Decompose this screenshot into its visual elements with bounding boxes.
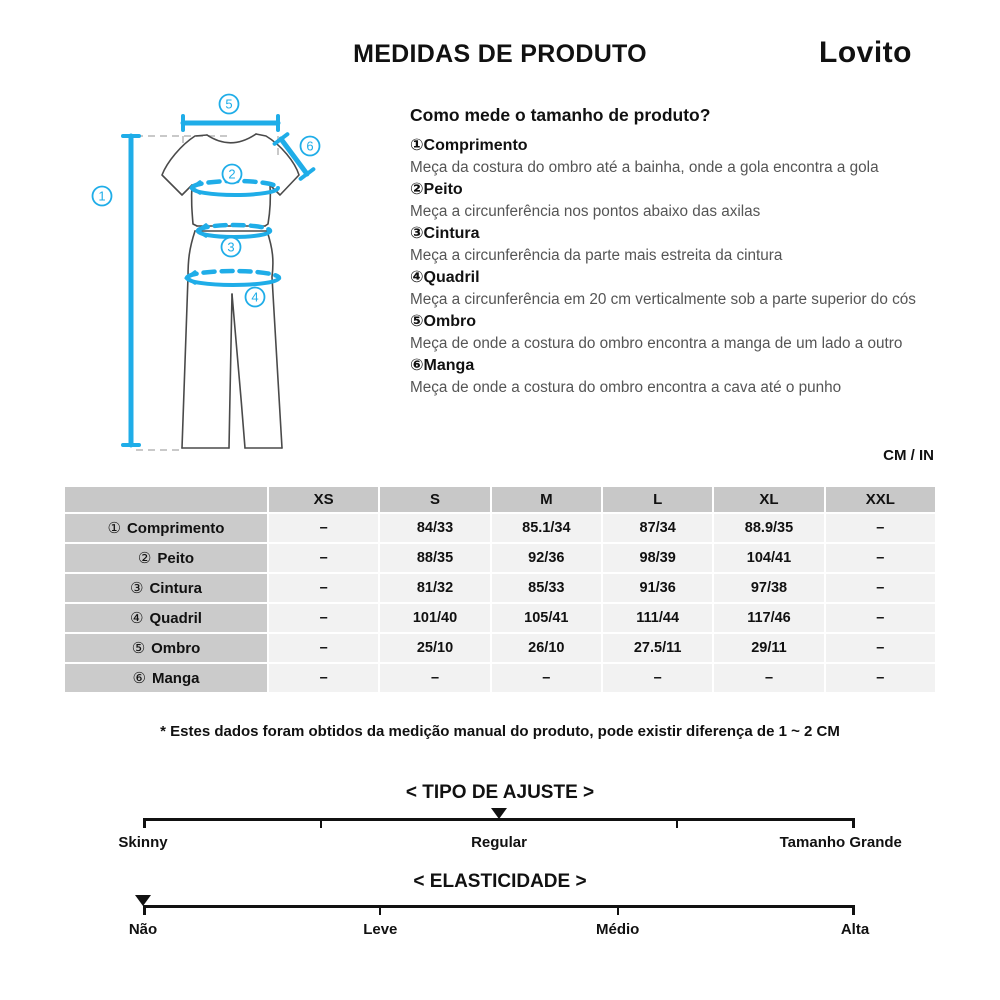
item-label: Cintura: [423, 225, 480, 242]
table-row: [65, 574, 935, 602]
page-title: MEDIDAS DE PRODUTO: [353, 40, 647, 68]
row-label: ③ Cintura: [65, 574, 267, 602]
row-label: ④ Quadril: [65, 604, 267, 632]
item-number: ②: [410, 181, 424, 198]
guide-item-peito: [410, 179, 934, 223]
item-description: Meça a circunferência em 20 cm verticalmente sob a parte superior do cós: [410, 291, 916, 308]
table-row: [65, 544, 935, 572]
scale-tick: [676, 818, 678, 828]
cell-value: 97/38: [714, 574, 823, 602]
cell-value: 25/10: [380, 634, 489, 662]
item-number: ①: [410, 137, 424, 154]
guide-item-manga: [410, 355, 934, 399]
cell-value: –: [269, 634, 378, 662]
col-header-m: M: [492, 487, 601, 512]
cell-value: 104/41: [714, 544, 823, 572]
scale-label: Skinny: [118, 834, 168, 851]
col-header-xxl: XXL: [826, 487, 935, 512]
item-description: Meça da costura do ombro até a bainha, onde a gola encontra a gola: [410, 159, 879, 176]
cell-value: 91/36: [603, 574, 712, 602]
callout-badges: [93, 95, 320, 307]
cell-value: –: [826, 664, 935, 692]
item-description: Meça a circunferência nos pontos abaixo das axilas: [410, 203, 761, 220]
row-label: ② Peito: [65, 544, 267, 572]
scale-tick: [379, 905, 381, 915]
scale-label: Regular: [471, 834, 527, 851]
item-label: Quadril: [423, 269, 480, 286]
cell-value: 27.5/11: [603, 634, 712, 662]
item-number: ⑤: [410, 313, 424, 330]
cell-value: –: [826, 544, 935, 572]
scale-marker-triangle-icon: [135, 895, 151, 906]
scale-label: Alta: [840, 921, 870, 938]
cell-value: –: [826, 574, 935, 602]
guide-item-quadril: [410, 267, 934, 311]
measure-guide: [410, 103, 934, 399]
cell-value: –: [269, 604, 378, 632]
measurement-note: * Estes dados foram obtidos da medição manual do produto, pode existir diferença de 1 ~ 2 CM: [160, 723, 840, 740]
cell-value: 117/46: [714, 604, 823, 632]
item-number: ③: [410, 225, 424, 242]
item-description: Meça de onde a costura do ombro encontra a cava até o punho: [410, 379, 842, 396]
callout-number-2: 2: [228, 166, 236, 182]
item-number: ④: [410, 269, 424, 286]
table-row: [65, 604, 935, 632]
cell-value: 92/36: [492, 544, 601, 572]
callout-number-1: 1: [98, 188, 106, 204]
cell-value: –: [603, 664, 712, 692]
cell-value: 101/40: [380, 604, 489, 632]
guide-item-ombro: [410, 311, 934, 355]
item-number: ⑥: [410, 357, 424, 374]
cell-value: –: [269, 574, 378, 602]
cell-value: 105/41: [492, 604, 601, 632]
cell-value: 26/10: [492, 634, 601, 662]
item-label: Manga: [423, 357, 475, 374]
cell-value: 111/44: [603, 604, 712, 632]
table-row: [65, 634, 935, 662]
elasticity-scale-title: < ELASTICIDADE >: [413, 871, 587, 892]
cell-value: –: [269, 544, 378, 572]
garment-measurement-diagram: [60, 88, 340, 468]
cell-value: 87/34: [603, 514, 712, 542]
item-label: Peito: [423, 181, 463, 198]
cell-value: –: [380, 664, 489, 692]
cell-value: 88.9/35: [714, 514, 823, 542]
measurement-marks: [123, 116, 313, 445]
guide-heading: Como mede o tamanho de produto?: [410, 105, 711, 125]
col-header-xl: XL: [714, 487, 823, 512]
cell-value: 85.1/34: [492, 514, 601, 542]
table-row: [65, 664, 935, 692]
row-label: ① Comprimento: [65, 514, 267, 542]
cell-value: 85/33: [492, 574, 601, 602]
callout-number-4: 4: [251, 289, 259, 305]
callout-number-3: 3: [227, 239, 235, 255]
callout-number-5: 5: [225, 96, 233, 112]
cell-value: –: [826, 514, 935, 542]
scale-marker-triangle-icon: [491, 808, 507, 819]
cell-value: 29/11: [714, 634, 823, 662]
item-label: Ombro: [423, 313, 476, 330]
cell-value: 81/32: [380, 574, 489, 602]
unit-label: CM / IN: [883, 447, 934, 464]
scale-line: [143, 905, 855, 908]
brand-logo: Lovito: [819, 36, 912, 69]
waist-measure-ellipse: [198, 225, 270, 231]
cell-value: 84/33: [380, 514, 489, 542]
scale-label: Médio: [596, 921, 640, 938]
cell-value: –: [492, 664, 601, 692]
cell-value: –: [826, 634, 935, 662]
size-table-header-row: [65, 487, 935, 512]
cell-value: –: [826, 604, 935, 632]
scale-label: Não: [128, 921, 158, 938]
col-header-xs: XS: [269, 487, 378, 512]
callout-number-6: 6: [306, 138, 314, 154]
item-description: Meça a circunferência da parte mais estreita da cintura: [410, 247, 783, 264]
guide-item-comprimento: [410, 135, 934, 179]
scale-tick: [617, 905, 619, 915]
item-description: Meça de onde a costura do ombro encontra a manga de um lado a outro: [410, 335, 903, 352]
cell-value: 98/39: [603, 544, 712, 572]
row-label: ⑤ Ombro: [65, 634, 267, 662]
scale-label: Leve: [363, 921, 398, 938]
cell-value: –: [269, 514, 378, 542]
cell-value: –: [269, 664, 378, 692]
elasticity-scale: [128, 905, 870, 945]
size-table: [63, 485, 937, 694]
item-label: Comprimento: [423, 137, 528, 154]
cell-value: 88/35: [380, 544, 489, 572]
corner-cell: [65, 487, 267, 512]
fit-scale-title: < TIPO DE AJUSTE >: [405, 782, 595, 803]
scale-label: Tamanho Grande: [779, 834, 902, 851]
guide-item-cintura: [410, 223, 934, 267]
col-header-l: L: [603, 487, 712, 512]
cell-value: –: [714, 664, 823, 692]
table-row: [65, 514, 935, 542]
hip-measure-ellipse: [187, 271, 279, 278]
scale-tick: [320, 818, 322, 828]
col-header-s: S: [380, 487, 489, 512]
fit-type-scale: [118, 818, 902, 858]
row-label: ⑥ Manga: [65, 664, 267, 692]
